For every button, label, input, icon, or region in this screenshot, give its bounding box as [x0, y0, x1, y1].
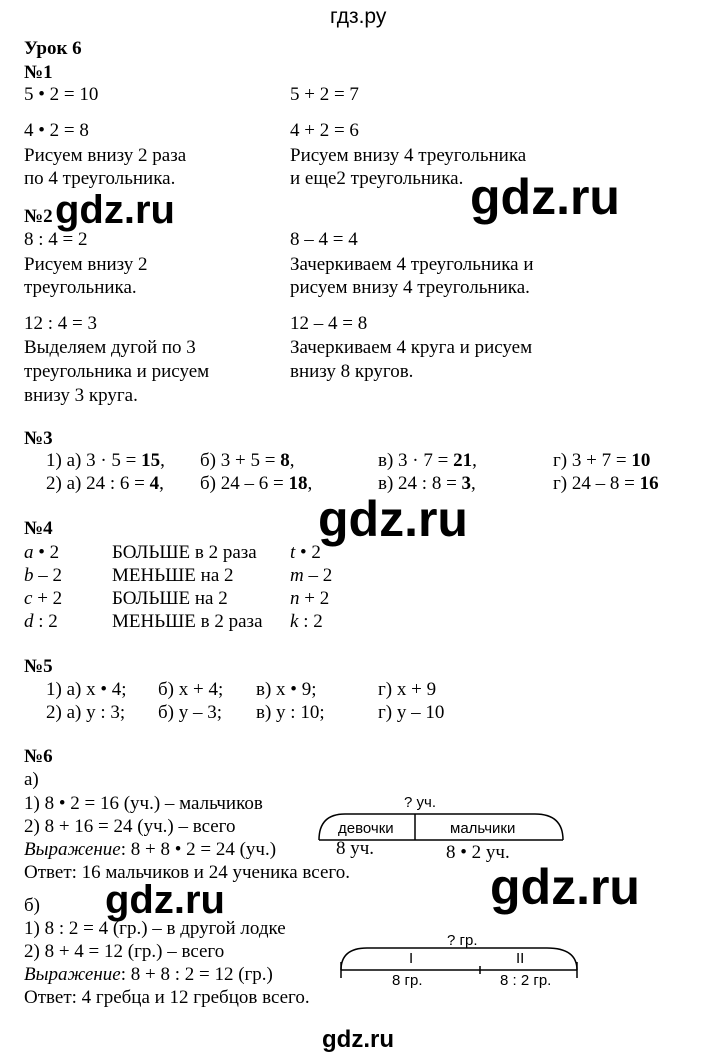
task5-item: б) у – 3; [158, 702, 223, 723]
task6-number: №6 [24, 746, 53, 767]
task1-number: №1 [24, 62, 53, 83]
task4-desc: БОЛЬШЕ в 2 раза [112, 542, 257, 563]
task5-item: в) х • 9; [256, 679, 317, 700]
task2-right-line: рисуем внизу 4 треугольника. [290, 277, 530, 298]
task3-item: г) 3 + 7 = 10 [553, 450, 651, 471]
task2-right-line: 8 – 4 = 4 [290, 229, 358, 250]
task1-right-line: Рисуем внизу 4 треугольника [290, 145, 527, 166]
watermark: gdz.ru [490, 859, 640, 915]
task3-item: 2) а) 24 : 6 = 4, [46, 473, 164, 494]
task5-item: г) х + 9 [378, 679, 437, 700]
task2-left-line: Рисуем внизу 2 [24, 254, 148, 275]
task3-number: №3 [24, 428, 53, 449]
task4-number: №4 [24, 518, 53, 539]
task2-left-line: Выделяем дугой по 3 [24, 337, 196, 358]
task4-desc: БОЛЬШЕ на 2 [112, 588, 228, 609]
task1-left-line: по 4 треугольника. [24, 168, 176, 189]
task5-item: 2) а) у : 3; [46, 702, 126, 723]
task4-expr: d : 2 [24, 611, 58, 632]
task3-item: в) 3 · 7 = 21, [378, 450, 477, 471]
task5-item: 1) а) х • 4; [46, 679, 127, 700]
task3-item: б) 24 – 6 = 18, [200, 473, 313, 494]
task5-item: б) х + 4; [158, 679, 224, 700]
diagram-b-under1: 8 гр. [392, 972, 423, 989]
task4-desc: МЕНЬШЕ в 2 раза [112, 611, 263, 632]
task5-item: г) у – 10 [378, 702, 445, 723]
task3-item: в) 24 : 8 = 3, [378, 473, 476, 494]
task2-left-line: треугольника и рисуем [24, 361, 210, 382]
watermark: gdz.ru [318, 491, 468, 547]
watermark: gdz.ru [322, 1026, 394, 1053]
task4-expr2: k : 2 [290, 611, 323, 632]
task2-number: №2 [24, 206, 53, 227]
task2-left-line: внизу 3 круга. [24, 385, 138, 406]
task2-right-line: Зачеркиваем 4 треугольника и [290, 254, 534, 275]
task6b-answer: Ответ: 4 гребца и 12 гребцов всего. [24, 987, 310, 1008]
diagram-b-total: ? гр. [447, 932, 478, 949]
task4-expr2: m – 2 [290, 565, 333, 586]
task6b-line: 2) 8 + 4 = 12 (гр.) – всего [24, 941, 225, 962]
task6a-line: 1) 8 • 2 = 16 (уч.) – мальчиков [24, 793, 263, 814]
task5-item: в) у : 10; [256, 702, 325, 723]
diagram-a-total: ? уч. [404, 794, 436, 811]
watermark: gdz.ru [470, 169, 620, 225]
diagram-b-under2: 8 : 2 гр. [500, 972, 552, 989]
task2-left-line: 8 : 4 = 2 [24, 229, 88, 250]
task6a-answer: Ответ: 16 мальчиков и 24 ученика всего. [24, 862, 350, 883]
task6a-expression: Выражение: 8 + 8 • 2 = 24 (уч.) [24, 839, 277, 860]
watermark: gdz.ru [55, 188, 175, 232]
diagram-b-seg2: II [516, 950, 525, 967]
lesson-title: Урок 6 [24, 38, 82, 59]
task2-right-line: 12 – 4 = 8 [290, 313, 368, 334]
diagram-a-under2: 8 • 2 уч. [446, 842, 510, 863]
task4-expr2: t • 2 [290, 542, 321, 563]
task5-number: №5 [24, 656, 53, 677]
task2-left-line: треугольника. [24, 277, 137, 298]
watermark: gdz.ru [105, 878, 225, 922]
task1-left-line: Рисуем внизу 2 раза [24, 145, 187, 166]
task1-right-line: и еще2 треугольника. [290, 168, 464, 189]
task4-expr: a • 2 [24, 542, 60, 563]
task6b-expression: Выражение: 8 + 8 : 2 = 12 (гр.) [24, 964, 273, 985]
task6b-line: 1) 8 : 2 = 4 (гр.) – в другой лодке [24, 918, 286, 939]
diagram-a-under1: 8 уч. [336, 838, 375, 859]
task1-left-line: 4 • 2 = 8 [24, 120, 89, 141]
task6a-label: а) [24, 769, 39, 790]
task3-item: г) 24 – 8 = 16 [553, 473, 659, 494]
task4-desc: МЕНЬШЕ на 2 [112, 565, 234, 586]
task1-right-line: 4 + 2 = 6 [290, 120, 359, 141]
task4-expr2: n + 2 [290, 588, 330, 609]
task6b-label: б) [24, 895, 40, 916]
task2-left-line: 12 : 4 = 3 [24, 313, 97, 334]
diagram-a-seg1: девочки [338, 820, 394, 837]
diagram-a-seg2: мальчики [450, 820, 516, 837]
task3-item: 1) а) 3 · 5 = 15, [46, 450, 165, 471]
task2-right-line: внизу 8 кругов. [290, 361, 414, 382]
task2-right-line: Зачеркиваем 4 круга и рисуем [290, 337, 533, 358]
task6a-line: 2) 8 + 16 = 24 (уч.) – всего [24, 816, 236, 837]
task1-right-line: 5 + 2 = 7 [290, 84, 359, 105]
task4-expr: b – 2 [24, 565, 62, 586]
task3-item: б) 3 + 5 = 8, [200, 450, 295, 471]
diagram-b-seg1: I [409, 950, 414, 967]
site-title: гдз.ру [330, 5, 387, 28]
task1-left-line: 5 • 2 = 10 [24, 84, 99, 105]
task4-expr: c + 2 [24, 588, 63, 609]
